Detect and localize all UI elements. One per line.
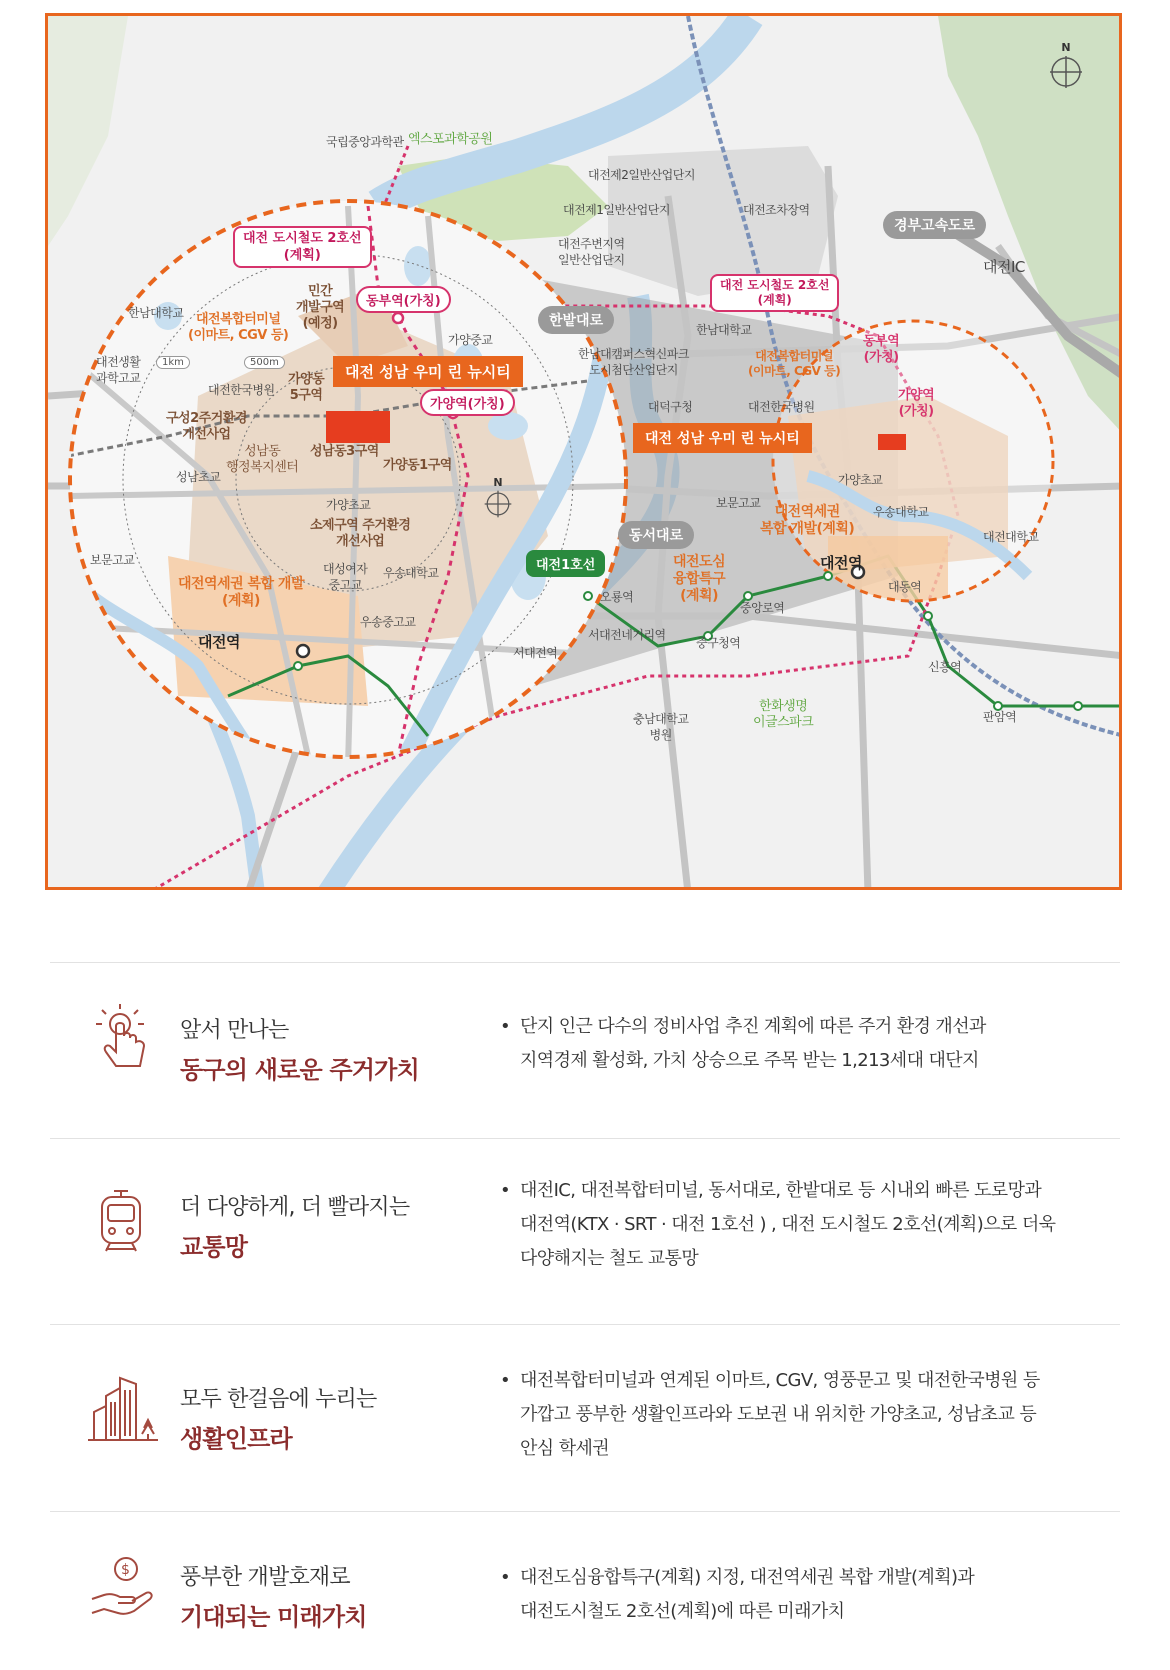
label-industrial-2: 대전제2일반산업단지 (588, 168, 695, 182)
label-daejeon-station-left: 대전역 (198, 633, 240, 651)
label-gayang-ms: 가양중교 (448, 333, 493, 347)
feature-4-title-line1: 풍부한 개발호재로 (180, 1565, 350, 1590)
label-gayang-es-right: 가양초교 (838, 473, 883, 487)
label-korean-hospital-right: 대전한국병원 (748, 400, 815, 414)
label-hannam-univ-left: 한남대학교 (128, 306, 184, 320)
label-gayang-left: 가양역(가칭) (420, 389, 515, 416)
label-hannam-campus: 한남대캠퍼스혁신파크 도시첨단산업단지 (578, 347, 689, 377)
label-industrial-vicinity: 대전주변지역 일반산업단지 (558, 237, 625, 267)
site-marker-small (878, 434, 906, 450)
feature-1-desc-line: 지역경제 활성화, 가치 상승으로 주목 받는 1,213세대 대단지 (520, 1050, 979, 1071)
label-science-museum: 국립중앙과학관 (326, 135, 404, 149)
label-gayang5: 가양동 5구역 (288, 372, 325, 403)
feature-3-description (500, 1364, 1100, 1466)
north-arrow-icon (1048, 41, 1084, 97)
label-daejeon-station-right: 대전역 (820, 554, 862, 572)
feature-4-description (500, 1561, 1100, 1629)
feature-2-title-line1: 더 다양하게, 더 빨라지는 (180, 1195, 410, 1220)
label-seodaejeon-station: 서대전역 (513, 646, 558, 660)
divider (50, 962, 1120, 963)
svg-text:$: $ (121, 1562, 130, 1578)
location-map (45, 13, 1122, 890)
label-distance-500m: 500m (244, 356, 285, 369)
feature-1-desc-line: 단지 인근 다수의 정비사업 추진 계획에 따른 주거 환경 개선과 (520, 1016, 986, 1037)
buildings-icon (84, 1370, 160, 1436)
feature-1-title-line1: 앞서 만나는 (180, 1018, 289, 1043)
feature-2-title-line2: 교통망 (180, 1233, 248, 1261)
label-daedeok-office: 대덕구청 (648, 400, 693, 414)
north-label-small: N (493, 476, 503, 489)
north-arrow-small-icon (480, 476, 516, 532)
feature-3-title-line2: 생활인프라 (180, 1425, 292, 1453)
label-metro2-right: 대전 도시철도 2호선 (계획) (710, 274, 839, 312)
money-hand-icon (88, 1555, 154, 1621)
label-gyeongbu-expressway: 경부고속도로 (883, 211, 986, 239)
label-soje: 소제구역 주거환경 개선사업 (310, 518, 411, 549)
label-bomun-hs-left: 보문고교 (90, 553, 135, 567)
feature-1-title-line2: 동구의 새로운 주거가치 (180, 1056, 419, 1084)
touch-hand-icon (88, 1000, 154, 1066)
label-seodaejeon-crossroad: 서대전네거리역 (588, 628, 666, 642)
feature-4-title-line2: 기대되는 미래가치 (180, 1603, 367, 1631)
label-woosong-ms: 우송중고교 (360, 615, 416, 629)
map-base (48, 16, 1122, 890)
label-daejeon-univ: 대전대학교 (983, 530, 1039, 544)
bullet: • (500, 1016, 511, 1037)
feature-infrastructure (50, 1370, 1120, 1490)
label-bomun-hs-right: 보문고교 (716, 496, 761, 510)
label-woosong-univ-left: 우송대학교 (383, 566, 439, 580)
label-industrial-1: 대전제1일반산업단지 (563, 203, 670, 217)
feature-transportation (50, 1180, 1120, 1300)
bullet: • (500, 1180, 511, 1201)
label-line-1: 대전1호선 (526, 550, 605, 577)
label-oryong-station: 오룡역 (600, 590, 634, 604)
feature-1-description (500, 1010, 1100, 1078)
feature-4-desc-line: 대전도심융합특구(계획) 지정, 대전역세권 복합 개발(계획)과 (520, 1567, 975, 1588)
feature-future-value (50, 1555, 1120, 1665)
label-jungang-station: 중앙로역 (740, 601, 785, 615)
label-dongbu-right: 동부역 (가칭) (863, 334, 900, 365)
callout-site-right: 대전 성남 우미 린 뉴시티 (633, 423, 812, 453)
label-daedong-station: 대동역 (888, 580, 922, 594)
label-private-dev: 민간 개발구역 (예정) (296, 284, 345, 331)
label-terminal-right: 대전복합터미널 (이마트, CGV 등) (748, 349, 841, 378)
bullet: • (500, 1370, 511, 1391)
divider (50, 1138, 1120, 1139)
label-distance-1km: 1km (156, 356, 190, 369)
label-fusion-zone: 대전도심 융합특구 (계획) (673, 554, 726, 604)
feature-3-desc-line: 안심 학세권 (520, 1438, 610, 1459)
park-area (48, 16, 128, 246)
label-junggu-office-station: 중구청역 (696, 636, 741, 650)
label-station-area-left: 대전역세권 복합 개발 (계획) (178, 576, 304, 609)
label-gayang-es-left: 가양초교 (326, 498, 371, 512)
label-daejeon-ic: 대전IC (983, 258, 1025, 276)
label-guseong2: 구성2주거환경 개선사업 (166, 411, 247, 442)
label-josa-station: 대전조차장역 (743, 203, 810, 217)
label-cnu-hospital: 충남대학교 병원 (633, 712, 689, 742)
feature-3-desc-line: 대전복합터미널과 연계된 이마트, CGV, 영풍문고 및 대전한국병원 등 (520, 1370, 1040, 1391)
label-dongseo-road: 동서대로 (618, 521, 694, 549)
feature-2-desc-line: 대전역(KTX · SRT · 대전 1호선 ) , 대전 도시철도 2호선(계획)으로 더욱 (520, 1214, 1056, 1235)
feature-residential-value (50, 1000, 1120, 1110)
label-seongnam-office: 성남동 행정복지센터 (226, 444, 299, 475)
feature-3-desc-line: 가깝고 풍부한 생활인프라와 도보권 내 위치한 가양초교, 성남초교 등 (520, 1404, 1037, 1425)
label-dongbu-left: 동부역(가칭) (356, 286, 451, 313)
label-gayang-right: 가양역 (가칭) (898, 388, 935, 419)
divider (50, 1324, 1120, 1325)
label-hanbat-road: 한밭대로 (538, 306, 614, 334)
feature-4-desc-line: 대전도시철도 2호선(계획)에 따른 미래가치 (520, 1601, 845, 1622)
label-daesung-girls: 대성여자 중고교 (323, 562, 368, 592)
site-marker-big (326, 411, 390, 443)
train-icon (88, 1185, 154, 1251)
label-sinheung-station: 신흥역 (928, 660, 962, 674)
callout-site-left: 대전 성남 우미 린 뉴시티 (333, 356, 523, 387)
label-korean-hospital-left: 대전한국병원 (208, 383, 275, 397)
label-hannam-univ-right: 한남대학교 (696, 323, 752, 337)
label-gayang1: 가양동1구역 (383, 458, 452, 473)
feature-3-title-line1: 모두 한걸음에 누리는 (180, 1387, 377, 1412)
north-label: N (1061, 41, 1071, 54)
label-station-area-right: 대전역세권 복합 개발(계획) (760, 504, 855, 537)
label-expo-park: 엑스포과학공원 (408, 132, 493, 147)
label-panam-station: 판암역 (983, 710, 1017, 724)
label-woosong-univ-right: 우송대학교 (873, 505, 929, 519)
feature-2-description (500, 1174, 1100, 1276)
feature-2-desc-line: 다양해지는 철도 교통망 (520, 1248, 699, 1269)
feature-2-desc-line: 대전IC, 대전복합터미널, 동서대로, 한밭대로 등 시내외 빠른 도로망과 (520, 1180, 1042, 1201)
label-seongnam-es: 성남초교 (176, 470, 221, 484)
bullet: • (500, 1567, 511, 1588)
label-eagles-park: 한화생명 이글스파크 (753, 699, 814, 730)
label-metro2-left: 대전 도시철도 2호선 (계획) (233, 226, 372, 268)
label-terminal-left: 대전복합터미널 (이마트, CGV 등) (188, 312, 289, 343)
divider (50, 1511, 1120, 1512)
label-science-hs: 대전생활 과학고교 (96, 355, 141, 385)
label-seongnam3: 성남동3구역 (310, 444, 379, 459)
